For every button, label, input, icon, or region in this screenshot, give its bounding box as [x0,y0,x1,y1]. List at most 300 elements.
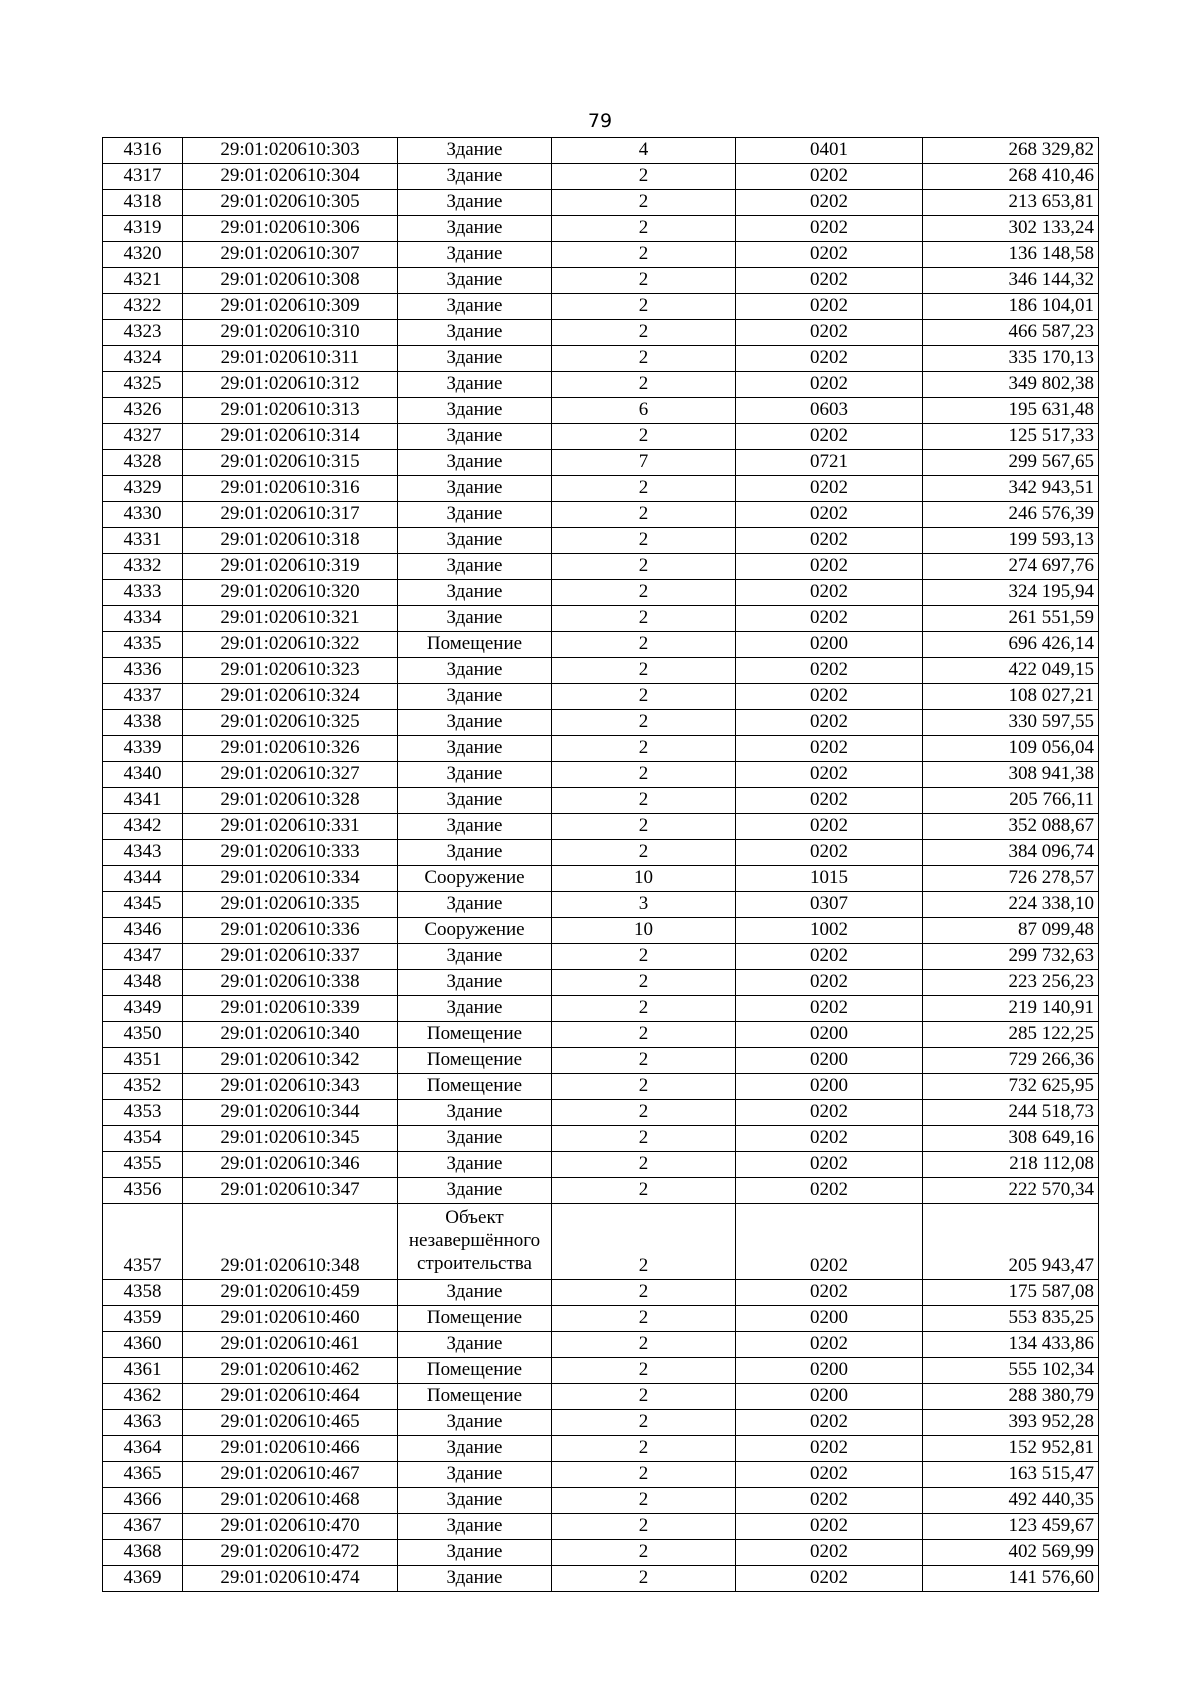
group-number-cell: 2 [552,1178,736,1204]
group-number-cell: 2 [552,528,736,554]
row-number-cell: 4358 [103,1280,183,1306]
cadastral-value-cell: 553 835,25 [923,1306,1099,1332]
table-row [103,502,1099,528]
row-number-cell: 4346 [103,918,183,944]
object-type-cell: Здание [398,164,552,190]
object-type-cell: Сооружение [398,918,552,944]
cadastral-number-cell: 29:01:020610:323 [183,658,398,684]
row-number-cell: 4359 [103,1306,183,1332]
group-number-cell: 2 [552,1074,736,1100]
cadastral-value-cell: 213 653,81 [923,190,1099,216]
cadastral-value-cell: 729 266,36 [923,1048,1099,1074]
cadastral-value-cell: 136 148,58 [923,242,1099,268]
cadastral-value-cell: 268 410,46 [923,164,1099,190]
group-number-cell: 4 [552,138,736,164]
table-row [103,944,1099,970]
table-row [103,1358,1099,1384]
subgroup-code-cell: 0202 [736,1540,923,1566]
cadastral-number-cell: 29:01:020610:461 [183,1332,398,1358]
cadastral-value-table [102,137,1099,1592]
group-number-cell: 2 [552,1436,736,1462]
table-row [103,762,1099,788]
table-row [103,632,1099,658]
cadastral-number-cell: 29:01:020610:327 [183,762,398,788]
table-row [103,450,1099,476]
row-number-cell: 4339 [103,736,183,762]
subgroup-code-cell: 0307 [736,892,923,918]
subgroup-code-cell: 0202 [736,346,923,372]
subgroup-code-cell: 0202 [736,294,923,320]
table-row [103,554,1099,580]
row-number-cell: 4319 [103,216,183,242]
row-number-cell: 4316 [103,138,183,164]
object-type-cell: Здание [398,1488,552,1514]
subgroup-code-cell: 0202 [736,424,923,450]
row-number-cell: 4364 [103,1436,183,1462]
row-number-cell: 4327 [103,424,183,450]
cadastral-number-cell: 29:01:020610:303 [183,138,398,164]
row-number-cell: 4337 [103,684,183,710]
cadastral-number-cell: 29:01:020610:307 [183,242,398,268]
table-row [103,580,1099,606]
object-type-cell: Здание [398,1514,552,1540]
table-row [103,996,1099,1022]
subgroup-code-cell: 0202 [736,606,923,632]
cadastral-value-cell: 352 088,67 [923,814,1099,840]
group-number-cell: 2 [552,320,736,346]
group-number-cell: 2 [552,840,736,866]
cadastral-number-cell: 29:01:020610:462 [183,1358,398,1384]
cadastral-value-cell: 186 104,01 [923,294,1099,320]
subgroup-code-cell: 0200 [736,1074,923,1100]
cadastral-value-cell: 224 338,10 [923,892,1099,918]
subgroup-code-cell: 0202 [736,1566,923,1592]
object-type-cell: Здание [398,372,552,398]
subgroup-code-cell: 0202 [736,970,923,996]
object-type-cell: Здание [398,320,552,346]
table-row [103,372,1099,398]
cadastral-value-cell: 109 056,04 [923,736,1099,762]
subgroup-code-cell: 0603 [736,398,923,424]
object-type-cell: Здание [398,1540,552,1566]
table-row [103,294,1099,320]
subgroup-code-cell: 1002 [736,918,923,944]
group-number-cell: 2 [552,216,736,242]
table-row [103,788,1099,814]
group-number-cell: 2 [552,190,736,216]
row-number-cell: 4355 [103,1152,183,1178]
subgroup-code-cell: 0202 [736,1126,923,1152]
table-row [103,658,1099,684]
cadastral-number-cell: 29:01:020610:466 [183,1436,398,1462]
cadastral-number-cell: 29:01:020610:318 [183,528,398,554]
table-row [103,242,1099,268]
table-row [103,190,1099,216]
cadastral-value-cell: 175 587,08 [923,1280,1099,1306]
object-type-cell: Помещение [398,1384,552,1410]
row-number-cell: 4349 [103,996,183,1022]
cadastral-value-cell: 205 943,47 [923,1204,1099,1280]
cadastral-number-cell: 29:01:020610:310 [183,320,398,346]
subgroup-code-cell: 0200 [736,1306,923,1332]
group-number-cell: 2 [552,580,736,606]
subgroup-code-cell: 0202 [736,1280,923,1306]
cadastral-value-cell: 219 140,91 [923,996,1099,1022]
group-number-cell: 2 [552,1410,736,1436]
cadastral-value-cell: 223 256,23 [923,970,1099,996]
object-type-cell: Здание [398,554,552,580]
table-body [103,138,1099,1592]
group-number-cell: 2 [552,1462,736,1488]
cadastral-number-cell: 29:01:020610:347 [183,1178,398,1204]
object-type-cell: Здание [398,476,552,502]
subgroup-code-cell: 0200 [736,632,923,658]
subgroup-code-cell: 0202 [736,320,923,346]
cadastral-number-cell: 29:01:020610:335 [183,892,398,918]
subgroup-code-cell: 0202 [736,1436,923,1462]
table-row [103,1462,1099,1488]
cadastral-value-cell: 134 433,86 [923,1332,1099,1358]
group-number-cell: 2 [552,372,736,398]
row-number-cell: 4330 [103,502,183,528]
object-type-cell: Здание [398,424,552,450]
table-row [103,424,1099,450]
cadastral-value-cell: 195 631,48 [923,398,1099,424]
object-type-cell: Здание [398,970,552,996]
table-row [103,138,1099,164]
row-number-cell: 4360 [103,1332,183,1358]
row-number-cell: 4354 [103,1126,183,1152]
group-number-cell: 2 [552,1332,736,1358]
cadastral-number-cell: 29:01:020610:472 [183,1540,398,1566]
cadastral-number-cell: 29:01:020610:328 [183,788,398,814]
row-number-cell: 4345 [103,892,183,918]
object-type-cell: Здание [398,1462,552,1488]
group-number-cell: 2 [552,1358,736,1384]
table-row [103,606,1099,632]
group-number-cell: 2 [552,346,736,372]
cadastral-value-cell: 222 570,34 [923,1178,1099,1204]
cadastral-number-cell: 29:01:020610:345 [183,1126,398,1152]
table-row [103,1280,1099,1306]
subgroup-code-cell: 0202 [736,762,923,788]
row-number-cell: 4353 [103,1100,183,1126]
group-number-cell: 2 [552,1204,736,1280]
subgroup-code-cell: 0202 [736,814,923,840]
cadastral-number-cell: 29:01:020610:464 [183,1384,398,1410]
subgroup-code-cell: 0202 [736,268,923,294]
cadastral-number-cell: 29:01:020610:467 [183,1462,398,1488]
object-type-cell: Помещение [398,1358,552,1384]
cadastral-value-cell: 330 597,55 [923,710,1099,736]
cadastral-number-cell: 29:01:020610:317 [183,502,398,528]
group-number-cell: 2 [552,502,736,528]
page-number: 79 [587,110,613,132]
row-number-cell: 4326 [103,398,183,424]
group-number-cell: 2 [552,1514,736,1540]
object-type-cell: Здание [398,762,552,788]
cadastral-value-cell: 726 278,57 [923,866,1099,892]
object-type-cell: Здание [398,996,552,1022]
object-type-cell: Здание [398,1100,552,1126]
group-number-cell: 2 [552,1280,736,1306]
row-number-cell: 4362 [103,1384,183,1410]
subgroup-code-cell: 0202 [736,528,923,554]
cadastral-value-cell: 696 426,14 [923,632,1099,658]
subgroup-code-cell: 0202 [736,372,923,398]
subgroup-code-cell: 0200 [736,1384,923,1410]
subgroup-code-cell: 0202 [736,1462,923,1488]
cadastral-value-cell: 393 952,28 [923,1410,1099,1436]
table-row [103,736,1099,762]
object-type-cell: Помещение [398,1074,552,1100]
table-row [103,1410,1099,1436]
cadastral-number-cell: 29:01:020610:326 [183,736,398,762]
table-row [103,814,1099,840]
cadastral-number-cell: 29:01:020610:320 [183,580,398,606]
cadastral-value-cell: 299 567,65 [923,450,1099,476]
object-type-cell: Здание [398,1436,552,1462]
row-number-cell: 4343 [103,840,183,866]
group-number-cell: 2 [552,632,736,658]
group-number-cell: 10 [552,918,736,944]
table-row [103,684,1099,710]
cadastral-number-cell: 29:01:020610:459 [183,1280,398,1306]
subgroup-code-cell: 0200 [736,1358,923,1384]
group-number-cell: 2 [552,996,736,1022]
cadastral-value-cell: 123 459,67 [923,1514,1099,1540]
cadastral-number-cell: 29:01:020610:314 [183,424,398,450]
subgroup-code-cell: 0202 [736,164,923,190]
row-number-cell: 4368 [103,1540,183,1566]
group-number-cell: 2 [552,294,736,320]
cadastral-value-cell: 422 049,15 [923,658,1099,684]
cadastral-value-cell: 274 697,76 [923,554,1099,580]
row-number-cell: 4321 [103,268,183,294]
group-number-cell: 2 [552,1022,736,1048]
row-number-cell: 4367 [103,1514,183,1540]
cadastral-value-cell: 402 569,99 [923,1540,1099,1566]
cadastral-value-cell: 246 576,39 [923,502,1099,528]
subgroup-code-cell: 0200 [736,1048,923,1074]
object-type-cell: Здание [398,138,552,164]
object-type-cell: Здание [398,944,552,970]
cadastral-value-cell: 466 587,23 [923,320,1099,346]
group-number-cell: 2 [552,554,736,580]
row-number-cell: 4347 [103,944,183,970]
cadastral-value-cell: 299 732,63 [923,944,1099,970]
group-number-cell: 2 [552,944,736,970]
subgroup-code-cell: 0202 [736,502,923,528]
group-number-cell: 2 [552,268,736,294]
row-number-cell: 4363 [103,1410,183,1436]
object-type-cell: Помещение [398,1306,552,1332]
table-row [103,1332,1099,1358]
table-row [103,268,1099,294]
subgroup-code-cell: 0202 [736,1514,923,1540]
group-number-cell: 2 [552,658,736,684]
row-number-cell: 4366 [103,1488,183,1514]
cadastral-number-cell: 29:01:020610:325 [183,710,398,736]
table-row [103,1436,1099,1462]
table-row [103,1074,1099,1100]
object-type-cell: Здание [398,788,552,814]
table-row [103,1152,1099,1178]
row-number-cell: 4365 [103,1462,183,1488]
cadastral-value-cell: 308 649,16 [923,1126,1099,1152]
object-type-cell: Помещение [398,632,552,658]
table-row [103,918,1099,944]
row-number-cell: 4338 [103,710,183,736]
table-row [103,346,1099,372]
cadastral-number-cell: 29:01:020610:333 [183,840,398,866]
object-type-cell: Помещение [398,1022,552,1048]
row-number-cell: 4348 [103,970,183,996]
subgroup-code-cell: 0202 [736,1152,923,1178]
subgroup-code-cell: 0202 [736,1410,923,1436]
group-number-cell: 2 [552,242,736,268]
group-number-cell: 2 [552,476,736,502]
table-row [103,866,1099,892]
cadastral-value-cell: 349 802,38 [923,372,1099,398]
group-number-cell: 2 [552,762,736,788]
cadastral-value-cell: 205 766,11 [923,788,1099,814]
cadastral-number-cell: 29:01:020610:348 [183,1204,398,1280]
cadastral-number-cell: 29:01:020610:313 [183,398,398,424]
table-row [103,398,1099,424]
row-number-cell: 4369 [103,1566,183,1592]
cadastral-number-cell: 29:01:020610:334 [183,866,398,892]
subgroup-code-cell: 0200 [736,1022,923,1048]
table-row [103,1126,1099,1152]
cadastral-value-cell: 492 440,35 [923,1488,1099,1514]
cadastral-number-cell: 29:01:020610:322 [183,632,398,658]
row-number-cell: 4317 [103,164,183,190]
row-number-cell: 4361 [103,1358,183,1384]
cadastral-value-cell: 108 027,21 [923,684,1099,710]
row-number-cell: 4332 [103,554,183,580]
cadastral-number-cell: 29:01:020610:474 [183,1566,398,1592]
group-number-cell: 2 [552,164,736,190]
subgroup-code-cell: 0202 [736,840,923,866]
object-type-cell: Здание [398,294,552,320]
object-type-cell: Здание [398,1332,552,1358]
subgroup-code-cell: 0202 [736,736,923,762]
subgroup-code-cell: 0202 [736,658,923,684]
cadastral-value-cell: 163 515,47 [923,1462,1099,1488]
row-number-cell: 4320 [103,242,183,268]
object-type-cell: Здание [398,1280,552,1306]
group-number-cell: 2 [552,710,736,736]
cadastral-number-cell: 29:01:020610:315 [183,450,398,476]
row-number-cell: 4324 [103,346,183,372]
row-number-cell: 4331 [103,528,183,554]
group-number-cell: 2 [552,1126,736,1152]
cadastral-value-cell: 141 576,60 [923,1566,1099,1592]
table-row [103,528,1099,554]
cadastral-value-cell: 335 170,13 [923,346,1099,372]
row-number-cell: 4352 [103,1074,183,1100]
group-number-cell: 2 [552,1384,736,1410]
cadastral-number-cell: 29:01:020610:312 [183,372,398,398]
object-type-cell: Здание [398,892,552,918]
object-type-cell: Здание [398,1566,552,1592]
cadastral-number-cell: 29:01:020610:305 [183,190,398,216]
object-type-cell: Здание [398,268,552,294]
cadastral-number-cell: 29:01:020610:346 [183,1152,398,1178]
table-row [103,1384,1099,1410]
row-number-cell: 4344 [103,866,183,892]
table-row [103,1566,1099,1592]
cadastral-number-cell: 29:01:020610:337 [183,944,398,970]
group-number-cell: 2 [552,1540,736,1566]
table-row [103,1022,1099,1048]
table-row [103,1306,1099,1332]
object-type-cell: Здание [398,606,552,632]
subgroup-code-cell: 0202 [736,1100,923,1126]
cadastral-number-cell: 29:01:020610:309 [183,294,398,320]
cadastral-number-cell: 29:01:020610:465 [183,1410,398,1436]
object-type-cell: Здание [398,658,552,684]
cadastral-value-cell: 555 102,34 [923,1358,1099,1384]
table-row [103,710,1099,736]
row-number-cell: 4325 [103,372,183,398]
group-number-cell: 7 [552,450,736,476]
object-type-cell: Здание [398,450,552,476]
subgroup-code-cell: 0202 [736,216,923,242]
object-type-cell: Здание [398,1152,552,1178]
row-number-cell: 4336 [103,658,183,684]
table-row [103,1204,1099,1280]
table-row [103,970,1099,996]
cadastral-value-cell: 218 112,08 [923,1152,1099,1178]
cadastral-number-cell: 29:01:020610:311 [183,346,398,372]
object-type-cell: Объект незавершённого строительства [398,1204,552,1280]
cadastral-value-cell: 732 625,95 [923,1074,1099,1100]
table-row [103,476,1099,502]
group-number-cell: 2 [552,1488,736,1514]
table-row [103,164,1099,190]
cadastral-number-cell: 29:01:020610:340 [183,1022,398,1048]
row-number-cell: 4328 [103,450,183,476]
object-type-cell: Здание [398,814,552,840]
object-type-cell: Здание [398,736,552,762]
cadastral-number-cell: 29:01:020610:336 [183,918,398,944]
cadastral-number-cell: 29:01:020610:308 [183,268,398,294]
row-number-cell: 4356 [103,1178,183,1204]
object-type-cell: Здание [398,580,552,606]
cadastral-number-cell: 29:01:020610:339 [183,996,398,1022]
group-number-cell: 2 [552,606,736,632]
row-number-cell: 4329 [103,476,183,502]
cadastral-number-cell: 29:01:020610:331 [183,814,398,840]
row-number-cell: 4323 [103,320,183,346]
cadastral-value-cell: 324 195,94 [923,580,1099,606]
group-number-cell: 2 [552,1100,736,1126]
subgroup-code-cell: 0202 [736,996,923,1022]
object-type-cell: Здание [398,1178,552,1204]
group-number-cell: 2 [552,788,736,814]
group-number-cell: 2 [552,1152,736,1178]
subgroup-code-cell: 0202 [736,944,923,970]
cadastral-number-cell: 29:01:020610:304 [183,164,398,190]
row-number-cell: 4333 [103,580,183,606]
row-number-cell: 4341 [103,788,183,814]
table-row [103,840,1099,866]
object-type-cell: Здание [398,1410,552,1436]
group-number-cell: 3 [552,892,736,918]
table-row [103,1100,1099,1126]
